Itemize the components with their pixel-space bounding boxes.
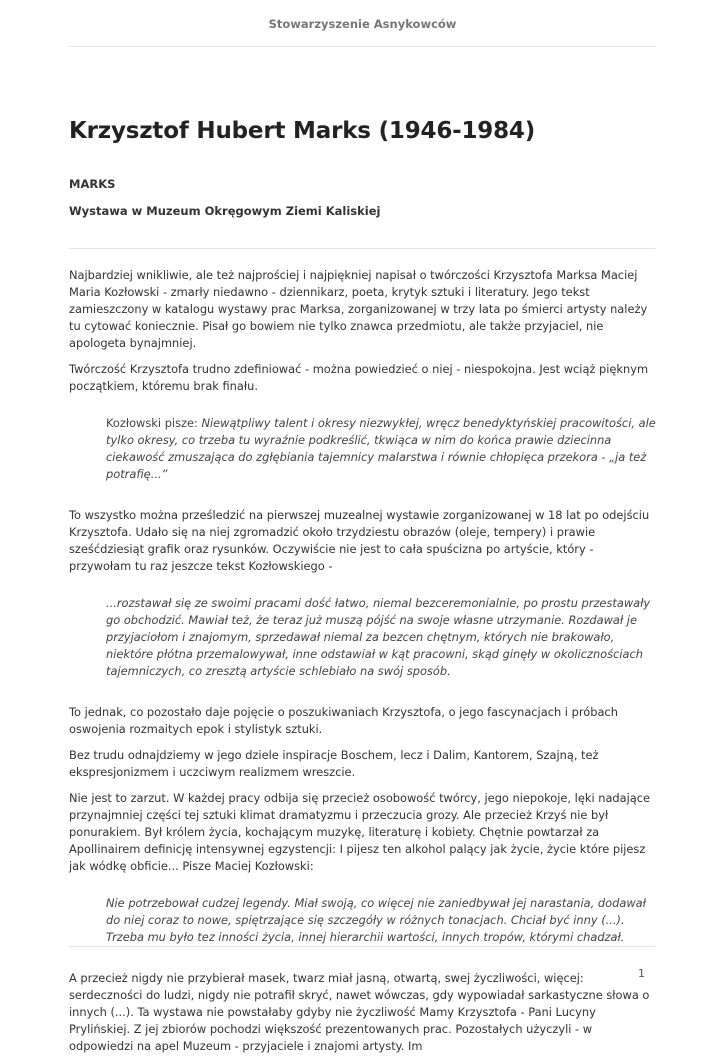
blockquote [69,595,657,680]
page-number: 1 [638,967,645,980]
paragraph: Najbardziej wnikliwie, ale też najprościej i najpiękniej napisał o twórczości Krzysztofa Marksa Maciej Maria Kozłowski - zmarły niedawno - dziennikarz, poeta, krytyk sztuki i literatury. Jego tekst zamieszczony w katalogu wystawy prac Marksa, zorganizowanej w trzy lata po śmierci artysty należy tu cytować koniecznie. Pisał go bowiem nie tylko znawca przedmiotu, ale także przyjaciel, nie apologeta bynajmniej. [69,268,648,350]
site-header: Stowarzyszenie Asnykowców [268,17,457,31]
article-subtitle-marks: MARKS [69,177,116,191]
article-body [69,267,657,1064]
footer-divider [69,946,655,947]
blockquote [69,895,657,946]
title-divider [69,248,655,249]
blockquote [69,415,657,483]
paragraph: A przecież nigdy nie przybierał masek, twarz miał jasną, otwartą, swej życzliwości, więcej: serdeczności do ludzi, nigdy nie potrafił skryć, nawet wówczas, gdy wypowiadał sarkastyczne słowa o innych (...). Ta wystawa nie powstałaby gdyby nie życzliwość Mamy Krzysztofa - Pani Lucyny Prylińskiej. Z jej zbiorów pochodzi większość prezentowanych prac. Pozostałych użyczyli - w odpowiedzi na apel Muzeum - przyjaciele i znajomi artysty. Im [69,971,650,1053]
quote-text: Nie potrzebował cudzej legendy. Miał swoją, co więcej nie zaniedbywał jej narastania, dodawał do niej coraz to nowe, spiętrzające się szczegóły w różnych tonacjach. Chciał być inny (...). Trzeba mu było tez inności życia, innej hierarchii wartości, innych tropów, którymi chadzał. [106,896,646,944]
page-title: Krzysztof Hubert Marks (1946-1984) [69,118,536,144]
quote-text: Niewątpliwy talent i okresy niezwykłej, wręcz benedyktyńskiej pracowitości, ale tylko okresy, co trzeba tu wyraźnie podkreślić, tkwiąca w nim do końca prawie dziecinna ciekawość zmuszająca do zgłębiania tajemnicy malarstwa i równie chłopięca przekora - „ja też potrafię...” [106,416,656,481]
paragraph: Nie jest to zarzut. W każdej pracy odbija się przecież osobowość twórcy, jego niepokoje, lęki nadające przynajmniej części tej sztuki klimat dramatyzmu i przeczucia grozy. Ale przecież Krzyś nie był ponurakiem. Był królem życia, kochającym muzykę, literaturę i kobiety. Chętnie powtarzał za Apollinairem definicję intensywnej egzystencji: I pijesz ten alkohol palący jak życie, życie które pijesz jak wódkę obficie... Pisze Maciej Kozłowski: [69,791,651,873]
quote-intro: Kozłowski pisze: [106,416,202,430]
paragraph: Twórczość Krzysztofa trudno zdefiniować - można powiedzieć o niej - niespokojna. Jest wciąż pięknym początkiem, któremu brak finału. [69,362,649,393]
paragraph: Bez trudu odnajdziemy w jego dziele inspiracje Boschem, lecz i Dalim, Kantorem, Szajną, też ekspresjonizmem i uczciwym realizmem wreszcie. [69,748,599,779]
header-divider [69,46,655,47]
article-subtitle-exhibition: Wystawa w Muzeum Okręgowym Ziemi Kaliskiej [69,204,381,218]
paragraph: To jednak, co pozostało daje pojęcie o poszukiwaniach Krzysztofa, o jego fascynacjach i próbach oswojenia rozmaitych epok i stylistyk sztuki. [69,705,618,736]
quote-text: ...rozstawał się ze swoimi pracami dość łatwo, niemal bezceremonialnie, po prostu przestawały go obchodzić. Mawiał też, że teraz już muszą pójść na swoje własne utrzymanie. Rozdawał je przyjaciołom i znajomym, sprzedawał niemal za bezcen chętnym, których nie brakowało, niektóre płótna przemalowywał, inne odstawiał w kąt pracowni, skąd ginęły w okolicznościach tajemniczych, co zresztą artyście schlebiało na swój sposób. [106,596,651,678]
paragraph: To wszystko można prześledzić na pierwszej muzealnej wystawie zorganizowanej w 18 lat po odejściu Krzysztofa. Udało się na niej zgromadzić około trzydziestu obrazów (oleje, tempery) i prawie sześćdziesiąt grafik oraz rysunków. Oczywiście nie jest to cała spuścizna po artyście, który - przywołam tu raz jeszcze tekst Kozłowskiego - [69,508,650,573]
